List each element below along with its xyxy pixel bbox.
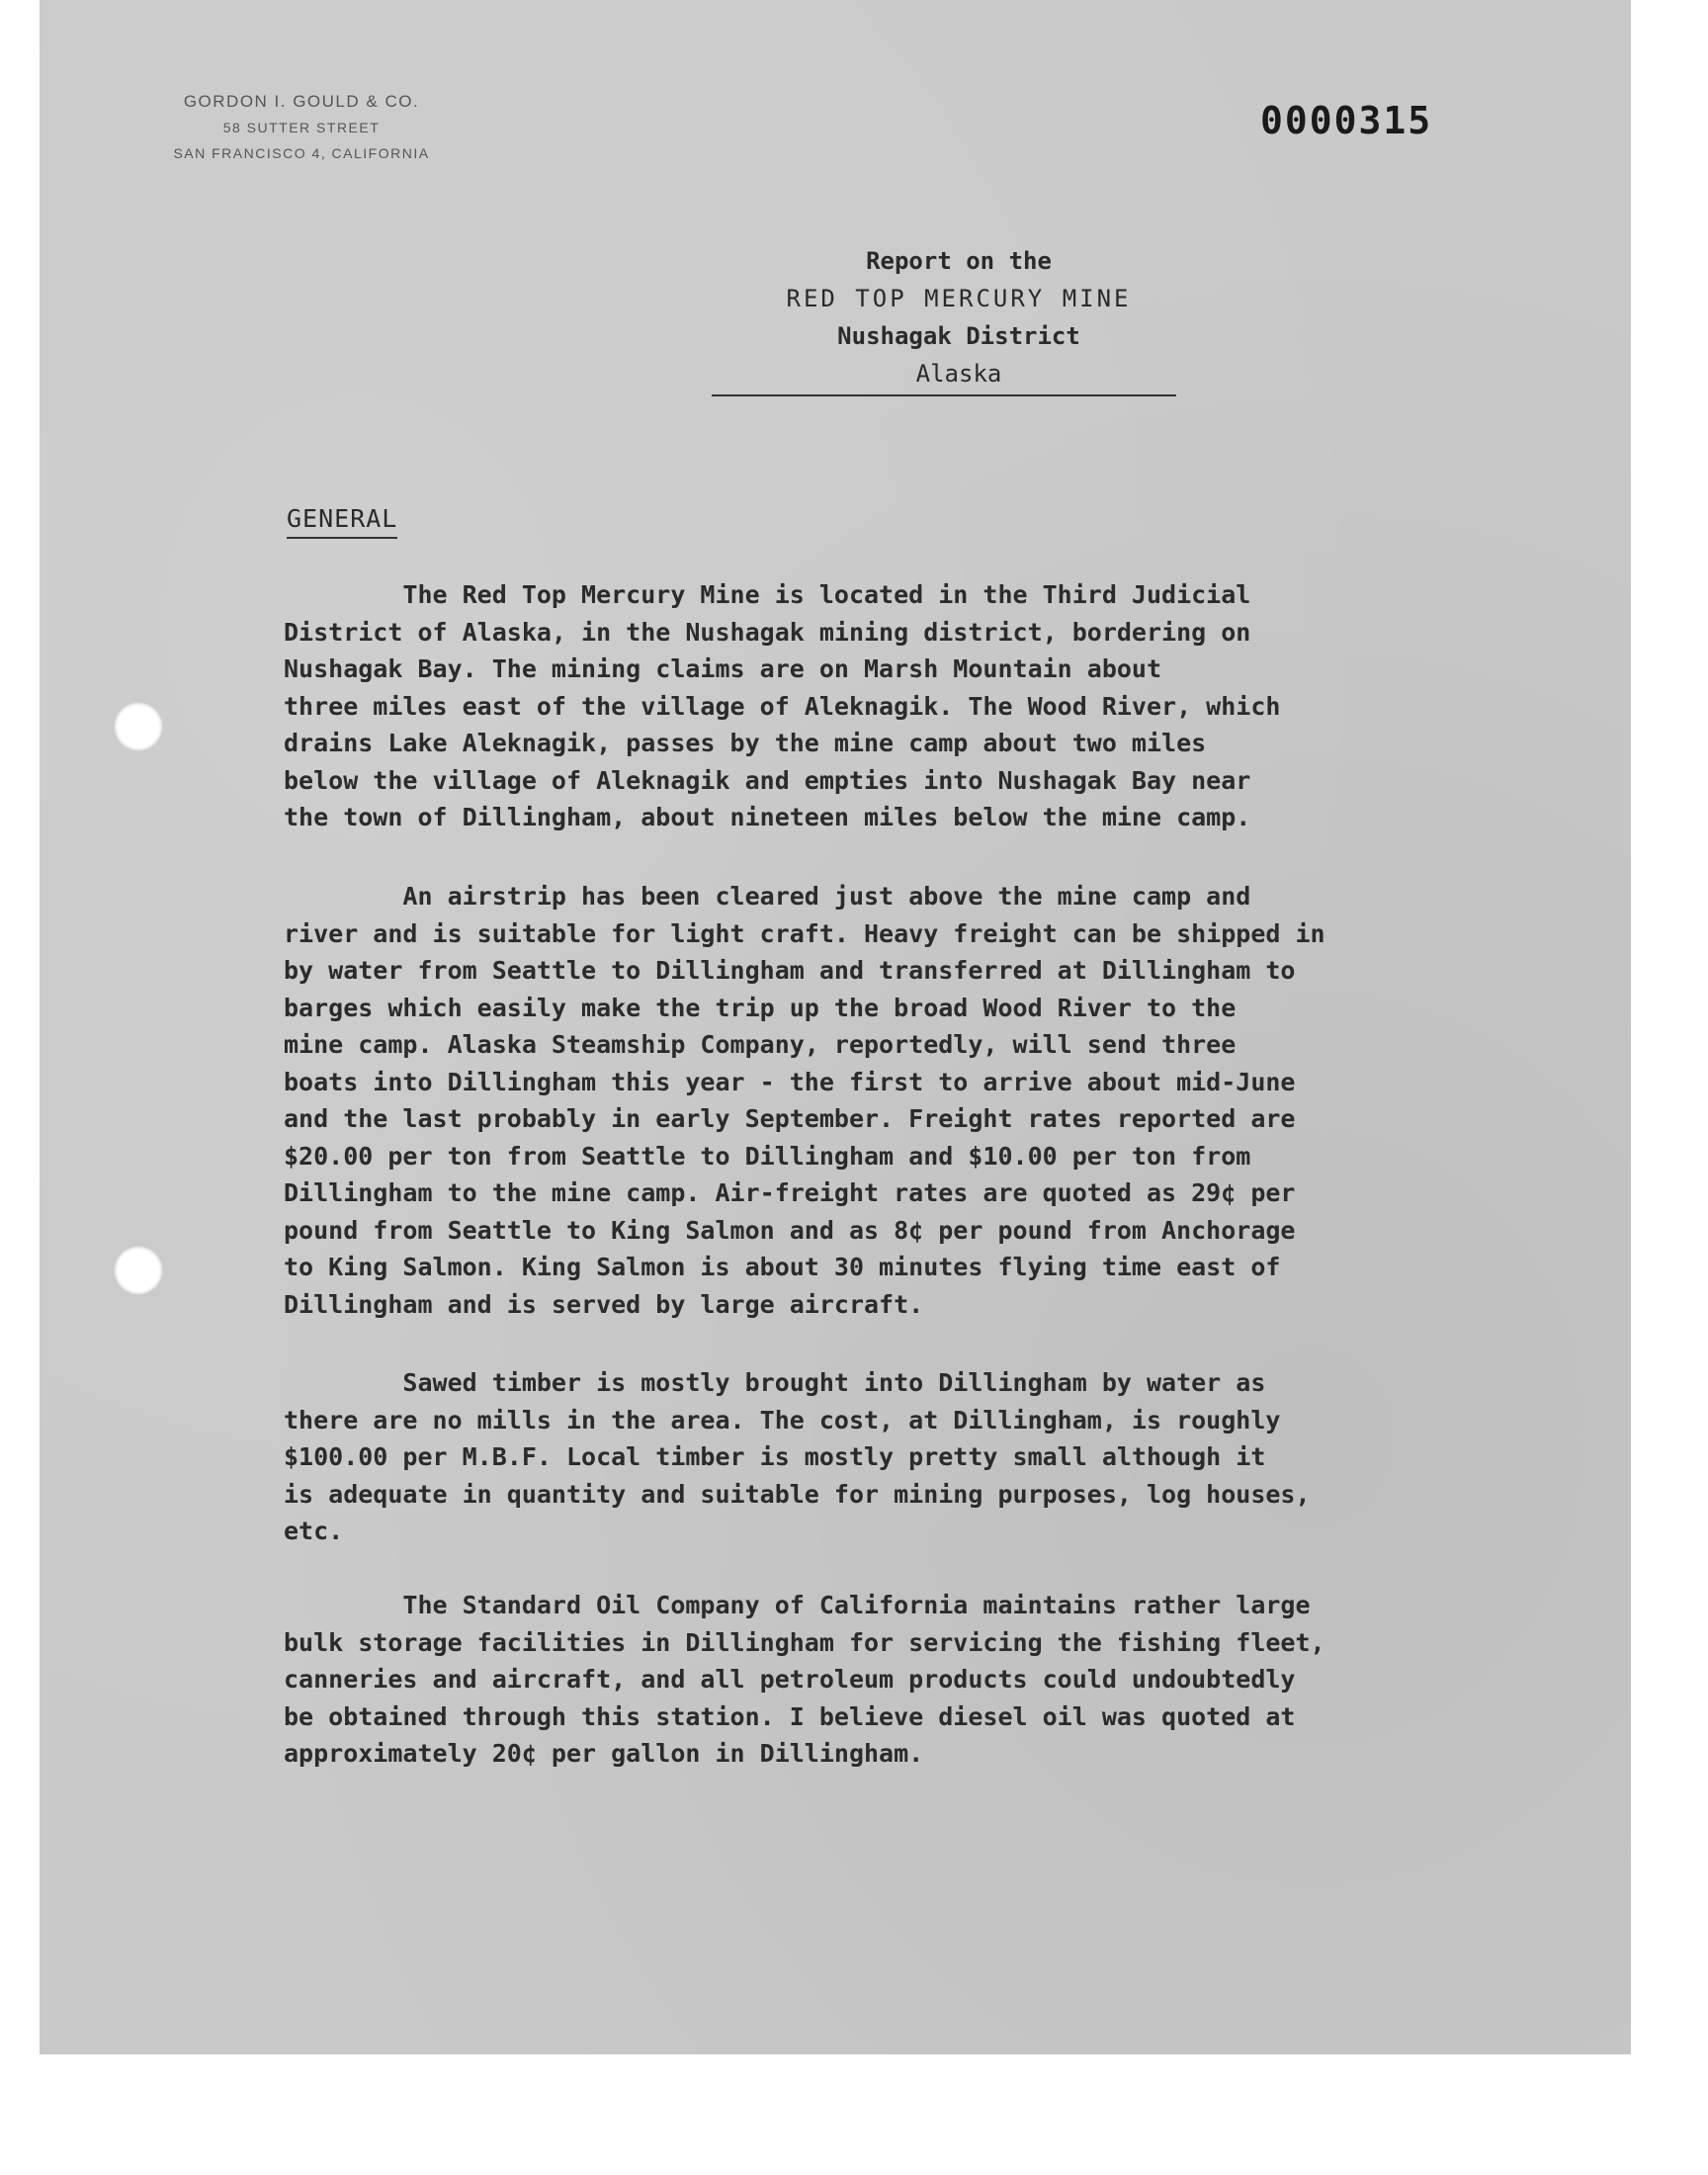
title-line-1: Report on the [866, 247, 1052, 275]
paragraph-line: be obtained through this station. I believe diesel oil was quoted at [284, 1701, 1296, 1731]
paragraph-fuel [284, 1587, 1499, 1773]
paragraph-line: and the last probably in early September. Freight rates reported are [284, 1104, 1296, 1133]
title-line-2: RED TOP MERCURY MINE [786, 285, 1132, 312]
title-line-4: Alaska [915, 360, 1002, 388]
letterhead-company: GORDON I. GOULD & CO. [183, 92, 420, 111]
section-heading-general: GENERAL [287, 504, 397, 539]
letterhead-city: SAN FRANCISCO 4, CALIFORNIA [173, 145, 430, 161]
paragraph-line: barges which easily make the trip up the broad Wood River to the [284, 993, 1237, 1022]
title-underline [712, 394, 1176, 396]
paragraph-line: The Standard Oil Company of California maintains rather large [284, 1591, 1311, 1619]
paragraph-line: District of Alaska, in the Nushagak mining district, bordering on [284, 617, 1251, 647]
letterhead-street: 58 SUTTER STREET [222, 120, 381, 135]
paragraph-line: drains Lake Aleknagik, passes by the mine camp about two miles [284, 729, 1207, 757]
paragraph-line: there are no mills in the area. The cost, at Dillingham, is roughly [284, 1405, 1281, 1435]
document-number: 0000315 [1260, 99, 1433, 142]
paragraph-line: boats into Dillingham this year - the first to arrive about mid-June [284, 1067, 1296, 1096]
paragraph-line: $20.00 per ton from Seattle to Dillingham and $10.00 per ton from [284, 1141, 1251, 1171]
paragraph-line: Nushagak Bay. The mining claims are on Marsh Mountain about [284, 654, 1162, 683]
paragraph-line: river and is suitable for light craft. Heavy freight can be shipped in [284, 918, 1325, 948]
paragraph-line: by water from Seattle to Dillingham and transferred at Dillingham to [284, 956, 1296, 985]
paragraph-line: The Red Top Mercury Mine is located in the Third Judicial [284, 580, 1251, 609]
paragraph-line: three miles east of the village of Aleknagik. The Wood River, which [284, 691, 1281, 721]
paragraph-line: An airstrip has been cleared just above the mine camp and [284, 882, 1251, 911]
paragraph-line: to King Salmon. King Salmon is about 30 minutes flying time east of [284, 1253, 1281, 1281]
punch-hole-bottom [114, 1246, 163, 1295]
paragraph-location [284, 576, 1499, 836]
paragraph-line: below the village of Aleknagik and empties into Nushagak Bay near [284, 765, 1251, 795]
letterhead [133, 89, 470, 166]
paragraph-line: etc. [284, 1517, 344, 1545]
paragraph-line: bulk storage facilities in Dillingham for servicing the fishing fleet, [284, 1627, 1325, 1657]
punch-hole-top [114, 702, 163, 751]
paragraph-line: the town of Dillingham, about nineteen miles below the mine camp. [284, 803, 1251, 831]
paragraph-line: mine camp. Alaska Steamship Company, reportedly, will send three [284, 1030, 1237, 1059]
paragraph-timber [284, 1364, 1499, 1550]
paragraph-line: Dillingham and is served by large aircraft. [284, 1289, 924, 1319]
paragraph-access [284, 878, 1499, 1323]
paragraph-line: approximately 20¢ per gallon in Dillingham. [284, 1739, 924, 1768]
paragraph-line: canneries and aircraft, and all petroleum products could undoubtedly [284, 1665, 1296, 1694]
report-title [682, 242, 1236, 392]
title-line-3: Nushagak District [837, 322, 1080, 350]
paragraph-line: is adequate in quantity and suitable for mining purposes, log houses, [284, 1479, 1311, 1509]
paragraph-line: pound from Seattle to King Salmon and as 8¢ per pound from Anchorage [284, 1215, 1296, 1245]
paragraph-line: $100.00 per M.B.F. Local timber is mostly pretty small although it [284, 1442, 1266, 1471]
document-page [40, 0, 1631, 2054]
paragraph-line: Sawed timber is mostly brought into Dillingham by water as [284, 1368, 1266, 1397]
paragraph-line: Dillingham to the mine camp. Air-freight rates are quoted as 29¢ per [284, 1178, 1296, 1207]
